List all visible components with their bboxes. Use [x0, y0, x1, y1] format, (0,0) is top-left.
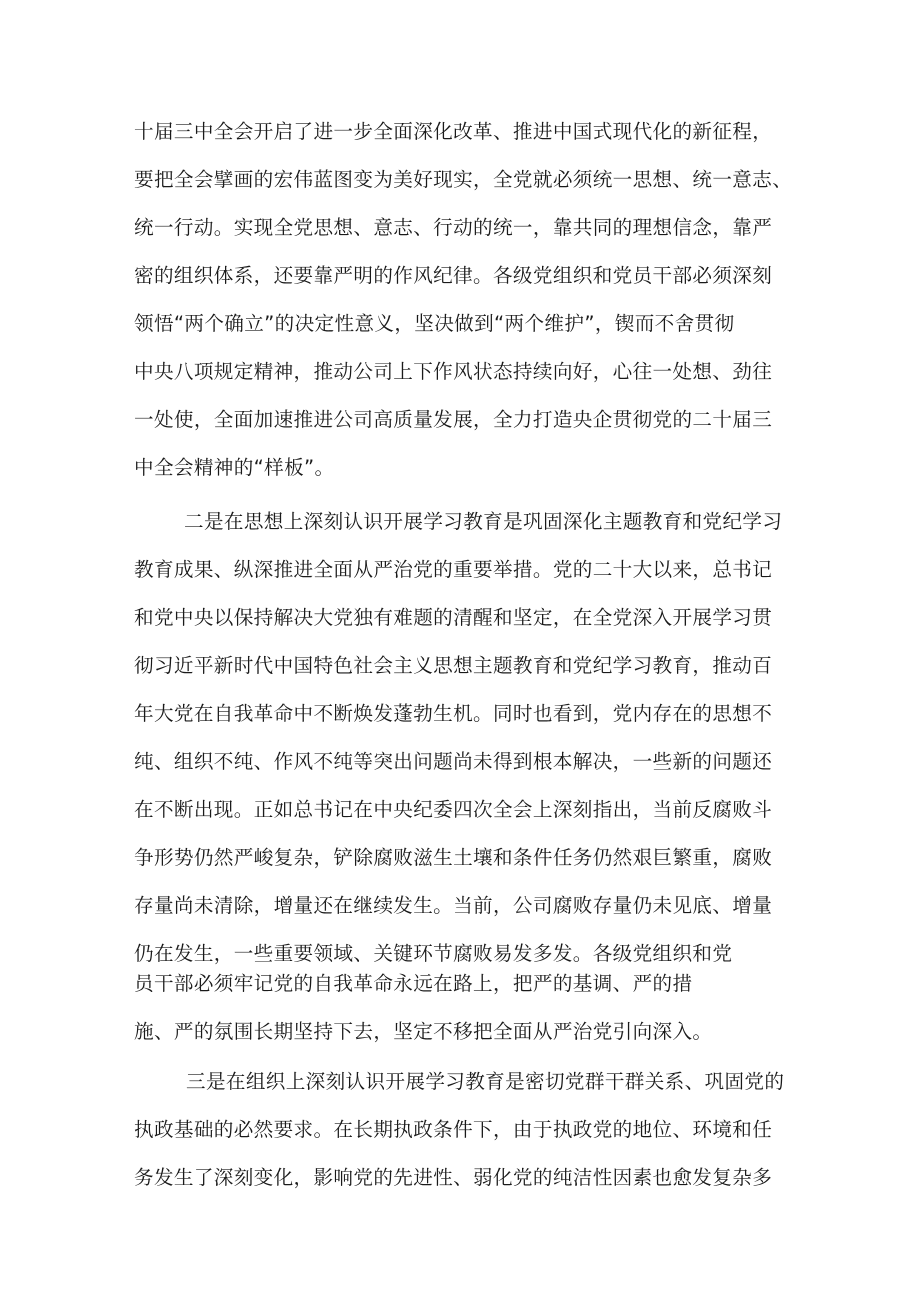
- paragraph-2-line-12: 施、严的氛围长期坚持下去，坚定不移把全面从严治党引向深入。: [134, 1020, 713, 1043]
- paragraph-1-line-7: 一处使，全面加速推进公司高质量发展，全力打造央企贯彻党的二十届三: [134, 408, 773, 431]
- paragraph-2-line-8: 争形势仍然严峻复杂，铲除腐败滋生土壤和条件任务仍然艰巨繁重，腐败: [134, 846, 773, 869]
- paragraph-1-line-5: 领悟“两个确立”的决定性意义，坚决做到“两个维护”，锲而不舍贯彻: [134, 312, 735, 335]
- paragraph-2-line-11: 员干部必须牢记党的自我革命永远在路上，把严的基调、严的措: [134, 972, 693, 995]
- paragraph-2-line-6: 纯、组织不纯、作风不纯等突出问题尚未得到根本解决，一些新的问题还: [134, 750, 773, 773]
- paragraph-2-line-4: 彻习近平新时代中国特色社会主义思想主题教育和党纪学习教育，推动百: [134, 654, 773, 677]
- paragraph-3-line-1: 三是在组织上深刻认识开展学习教育是密切党群干群关系、巩固党的: [186, 1070, 785, 1093]
- paragraph-2-line-7: 在不断出现。正如总书记在中央纪委四次全会上深刻指出，当前反腐败斗: [134, 798, 773, 821]
- paragraph-2-line-1: 二是在思想上深刻认识开展学习教育是巩固深化主题教育和党纪学习: [184, 510, 783, 533]
- paragraph-2-line-2: 教育成果、纵深推进全面从严治党的重要举措。党的二十大以来，总书记: [134, 558, 773, 581]
- paragraph-2-line-10: 仍在发生，一些重要领域、关键环节腐败易发多发。各级党组织和党: [134, 942, 733, 965]
- paragraph-1-line-2: 要把全会擘画的宏伟蓝图变为美好现实，全党就必须统一思想、统一意志、: [134, 168, 793, 191]
- paragraph-1-line-1: 十届三中全会开启了进一步全面深化改革、推进中国式现代化的新征程，: [134, 120, 773, 143]
- paragraph-2-line-5: 年大党在自我革命中不断焕发蓬勃生机。同时也看到，党内存在的思想不: [134, 702, 773, 725]
- paragraph-1-line-3: 统一行动。实现全党思想、意志、行动的统一，靠共同的理想信念，靠严: [134, 216, 773, 239]
- paragraph-2-line-3: 和党中央以保持解决大党独有难题的清醒和坚定，在全党深入开展学习贯: [134, 606, 773, 629]
- paragraph-2-line-9: 存量尚未清除，增量还在继续发生。当前，公司腐败存量仍未见底、增量: [134, 894, 773, 917]
- paragraph-3-line-2: 执政基础的必然要求。在长期执政条件下，由于执政党的地位、环境和任: [134, 1118, 773, 1141]
- paragraph-3-line-3: 务发生了深刻变化，影响党的先进性、弱化党的纯洁性因素也愈发复杂多: [134, 1166, 773, 1189]
- paragraph-1-line-8: 中全会精神的“样板”。: [134, 456, 335, 479]
- paragraph-1-line-4: 密的组织体系，还要靠严明的作风纪律。各级党组织和党员干部必须深刻: [134, 264, 773, 287]
- paragraph-1-line-6: 中央八项规定精神，推动公司上下作风状态持续向好，心往一处想、劲往: [134, 360, 773, 383]
